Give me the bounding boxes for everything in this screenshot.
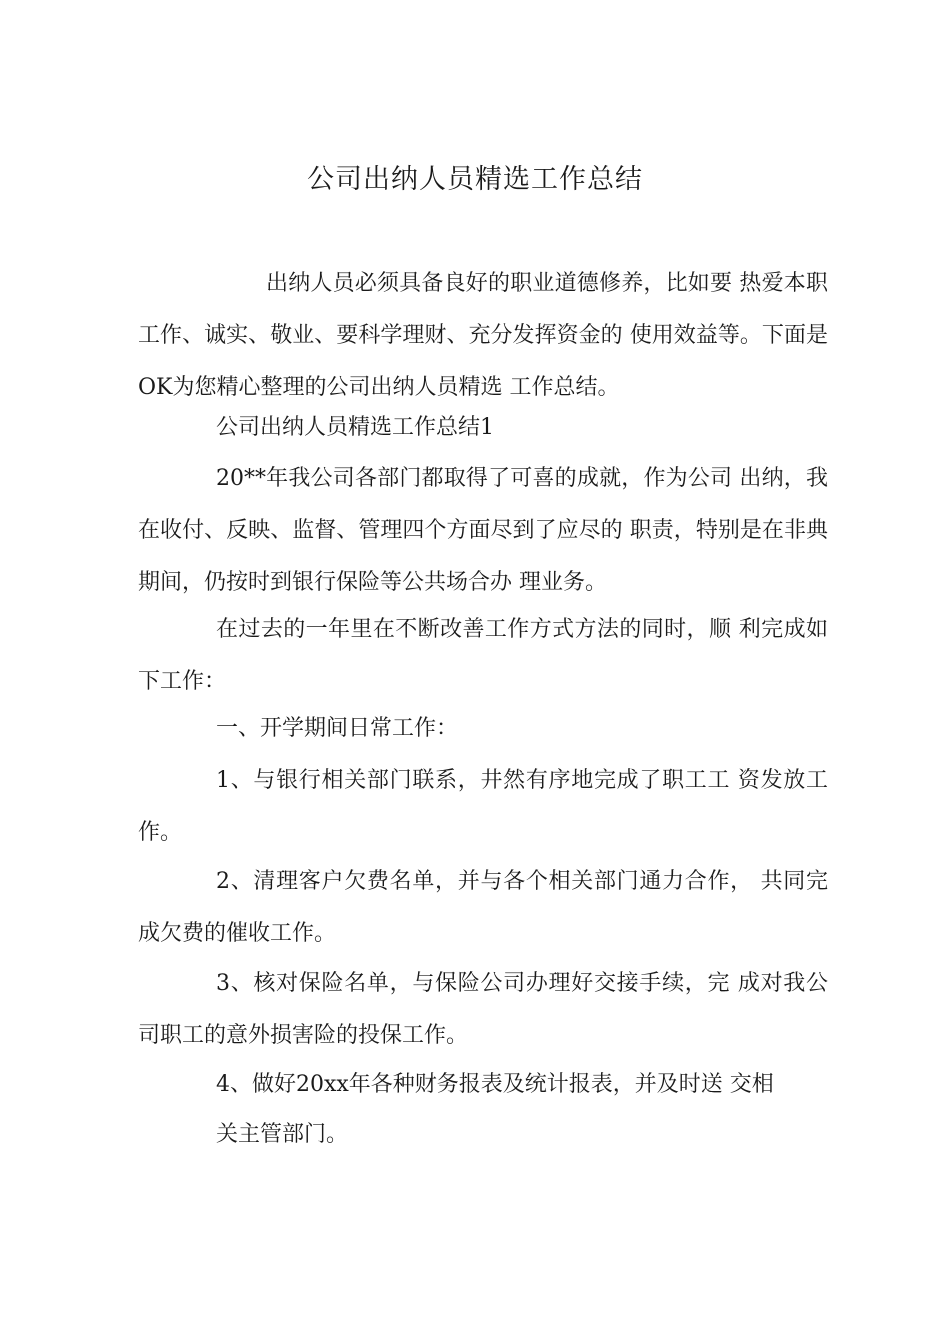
list-item-2: 2、清理客户欠费名单，并与各个相关部门通力合作， 共同完成欠费的催收工作。 [138, 869, 828, 946]
list-item-4-line-2: 关主管部门。 [216, 1122, 349, 1147]
list-item-1: 1、与银行相关部门联系，井然有序地完成了职工工 资发放工作。 [138, 768, 828, 845]
document-title: 公司出纳人员精选工作总结 [307, 164, 643, 195]
section-heading: 公司出纳人员精选工作总结1 [216, 415, 494, 440]
paragraph-past-year: 在过去的一年里在不断改善工作方式方法的同时，顺 利完成如下工作： [138, 617, 828, 694]
list-item-4-line-1: 4、做好20xx年各种财务报表及统计报表，并及时送 交相 [216, 1072, 774, 1097]
list-item-3: 3、核对保险名单，与保险公司办理好交接手续，完 成对我公司职工的意外损害险的投保工作。 [138, 971, 828, 1048]
intro-paragraph: 出纳人员必须具备良好的职业道德修养，比如要 热爱本职工作、诚实、敬业、要科学理财、充分发挥资金的 使用效益等。下面是OK为您精心整理的公司出纳人员精选 工作总结。 [138, 271, 828, 400]
subheading-daily-work: 一、开学期间日常工作： [216, 716, 459, 741]
paragraph-achievements: 20**年我公司各部门都取得了可喜的成就，作为公司 出纳，我在收付、反映、监督、管理四个方面尽到了应尽的 职责，特别是在非典期间，仍按时到银行保险等公共场合办 理业务。 [138, 466, 828, 595]
